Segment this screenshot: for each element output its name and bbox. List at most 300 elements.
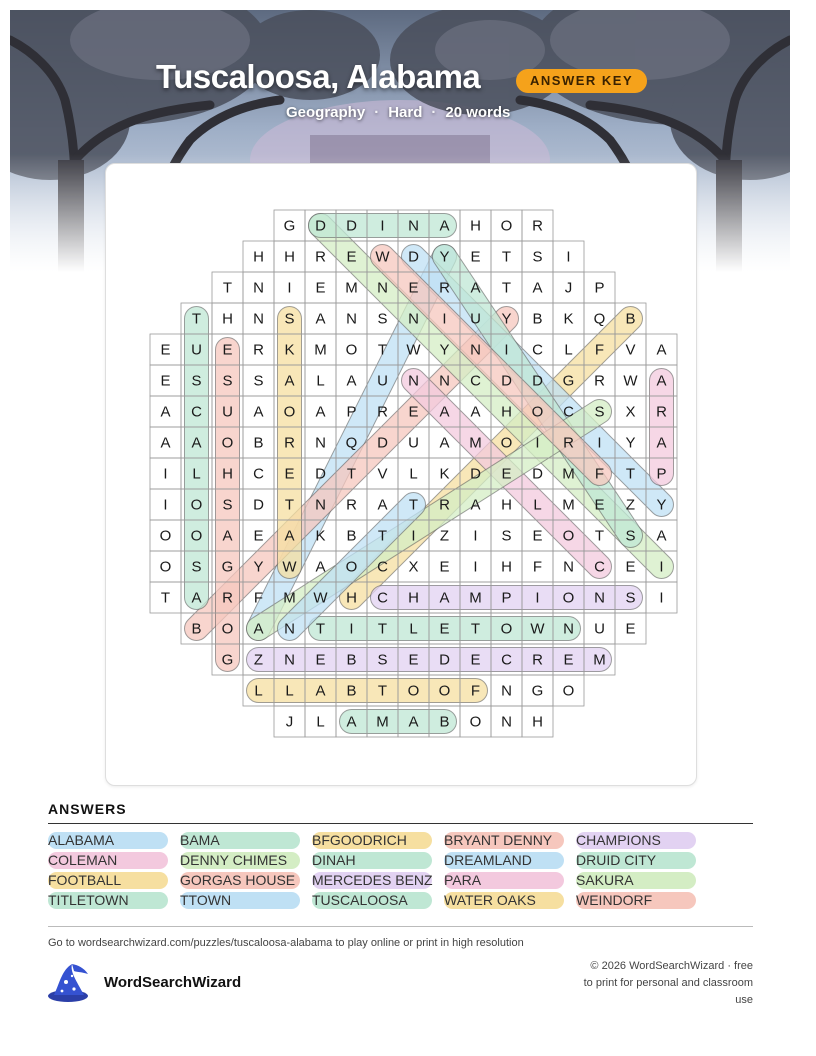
grid-letter: I — [535, 434, 540, 452]
grid-letter: I — [442, 310, 447, 328]
grid-letter: C — [501, 651, 512, 669]
grid-letter: A — [439, 589, 450, 607]
answer-item — [444, 892, 564, 909]
grid-letter: R — [563, 434, 574, 452]
grid-letter: J — [285, 713, 294, 731]
grid-letter: C — [532, 341, 543, 359]
grid-letter: C — [594, 558, 605, 576]
answer-item — [576, 892, 696, 909]
grid-letter: T — [222, 279, 233, 297]
grid-letter: A — [191, 589, 202, 607]
grid-letter: A — [656, 434, 667, 452]
grid-letter: R — [532, 651, 543, 669]
grid-letter: S — [625, 589, 636, 607]
grid-letter: I — [163, 496, 168, 514]
grid-letter: E — [408, 403, 419, 421]
grid-letter: M — [376, 713, 389, 731]
grid-letter: I — [473, 527, 478, 545]
grid-letter: A — [439, 403, 450, 421]
grid-letter: Y — [439, 341, 450, 359]
grid-letter: N — [563, 620, 574, 638]
grid-letter: D — [532, 465, 543, 483]
grid-letter: S — [625, 527, 636, 545]
grid-letter: N — [284, 620, 295, 638]
grid-letter: B — [253, 434, 264, 452]
answer-word: DENNY CHIMES — [180, 852, 288, 868]
grid-letter: B — [625, 310, 636, 328]
grid-letter: T — [346, 465, 357, 483]
grid-letter: A — [656, 341, 667, 359]
grid-letter: M — [345, 279, 358, 297]
grid-letter: F — [470, 682, 481, 700]
grid-letter: D — [253, 496, 264, 514]
grid-letter: H — [501, 403, 512, 421]
difficulty-label: Hard — [388, 104, 423, 121]
grid-letter: F — [594, 465, 605, 483]
grid-letter: Y — [656, 496, 667, 514]
grid-letter: W — [623, 372, 638, 390]
word-search-grid — [150, 210, 667, 738]
grid-letter: O — [407, 682, 420, 700]
answer-item — [444, 852, 564, 869]
grid-letter: S — [191, 372, 202, 390]
answer-key-badge: ANSWER KEY — [516, 69, 647, 93]
answer-word: ALABAMA — [48, 832, 115, 848]
grid-letter: P — [346, 403, 357, 421]
grid-letter: D — [315, 465, 326, 483]
answer-item — [576, 852, 696, 869]
grid-letter: E — [470, 248, 481, 266]
grid-letter: R — [284, 434, 295, 452]
grid-letter: E — [532, 527, 543, 545]
grid-letter: K — [284, 341, 295, 359]
grid-letter: H — [346, 589, 357, 607]
grid-letter: P — [656, 465, 667, 483]
grid-letter: T — [377, 620, 388, 638]
grid-letter: A — [160, 434, 171, 452]
grid-letter: L — [316, 713, 325, 731]
answer-word: TUSCALOOSA — [312, 892, 408, 908]
grid-letter: Y — [253, 558, 264, 576]
grid-letter: W — [313, 589, 328, 607]
grid-letter: F — [594, 341, 605, 359]
grid-letter: C — [563, 403, 574, 421]
answer-word: SAKURA — [576, 872, 634, 888]
grid-letter: E — [594, 496, 605, 514]
grid-letter: K — [439, 465, 450, 483]
answer-item — [312, 852, 432, 869]
answer-item — [312, 892, 432, 909]
puzzle-meta — [286, 104, 510, 121]
brand-name: WordSearchWizard — [104, 974, 242, 991]
answer-item — [576, 832, 696, 849]
grid-letter: W — [406, 341, 421, 359]
grid-letter: T — [625, 465, 636, 483]
answer-word: PARA — [444, 872, 482, 888]
grid-letter: I — [163, 465, 168, 483]
answer-item — [48, 892, 168, 909]
grid-letter: C — [191, 403, 202, 421]
grid-letter: D — [470, 465, 481, 483]
grid-letter: R — [532, 217, 543, 235]
answer-item — [576, 872, 696, 889]
answer-item — [444, 872, 564, 889]
grid-letter: S — [284, 310, 295, 328]
grid-letter: E — [315, 651, 326, 669]
grid-letter: E — [284, 465, 295, 483]
grid-letter: I — [535, 589, 540, 607]
grid-letter: A — [284, 372, 295, 390]
grid-letter: P — [594, 279, 605, 297]
wizard-hat-icon — [46, 962, 92, 1004]
grid-letter: O — [345, 341, 358, 359]
grid-letter: R — [656, 403, 667, 421]
grid-letter: A — [253, 620, 264, 638]
grid-letter: E — [222, 341, 233, 359]
answer-item — [180, 872, 300, 889]
grid-letter: A — [470, 496, 481, 514]
answer-word: BAMA — [180, 832, 220, 848]
grid-letter: E — [408, 651, 419, 669]
grid-letter: H — [470, 217, 481, 235]
grid-letter: B — [191, 620, 202, 638]
grid-letter: G — [221, 558, 234, 576]
meta-separator: · — [374, 104, 380, 121]
grid-letter: D — [439, 651, 450, 669]
grid-letter: E — [563, 651, 574, 669]
grid-letter: E — [470, 651, 481, 669]
grid-letter: O — [562, 682, 575, 700]
grid-letter: G — [531, 682, 544, 700]
grid-letter: N — [563, 558, 574, 576]
grid-letter: A — [439, 434, 450, 452]
grid-letter: O — [190, 527, 203, 545]
answer-word: MERCEDES BENZ — [312, 872, 433, 888]
grid-letter: H — [222, 465, 233, 483]
grid-letter: A — [656, 372, 667, 390]
grid-letter: E — [160, 341, 171, 359]
grid-letter: T — [377, 527, 388, 545]
grid-letter: N — [408, 217, 419, 235]
grid-letter: U — [594, 620, 605, 638]
answer-item — [180, 832, 300, 849]
answers-heading: ANSWERS — [48, 801, 127, 817]
grid-letter: T — [408, 496, 419, 514]
answer-word: WATER OAKS — [444, 892, 536, 908]
grid-letter: L — [316, 372, 325, 390]
grid-letter: B — [532, 310, 543, 328]
answer-word: CHAMPIONS — [576, 832, 661, 848]
grid-letter: L — [533, 496, 542, 514]
answer-word: TITLETOWN — [48, 892, 129, 908]
grid-letter: T — [501, 248, 512, 266]
grid-letter: D — [408, 248, 419, 266]
grid-letter: C — [377, 558, 388, 576]
grid-letter: Y — [501, 310, 512, 328]
grid-letter: H — [532, 713, 543, 731]
grid-letter: D — [501, 372, 512, 390]
grid-letter: U — [377, 372, 388, 390]
grid-letter: Q — [593, 310, 606, 328]
grid-letter: I — [659, 589, 664, 607]
grid-letter: L — [285, 682, 294, 700]
grid-letter: M — [562, 465, 575, 483]
grid-letter: I — [287, 279, 292, 297]
grid-letter: G — [283, 217, 296, 235]
grid-letter: M — [314, 341, 327, 359]
grid-letter: E — [625, 620, 636, 638]
grid-letter: Y — [625, 434, 636, 452]
grid-letter: Z — [253, 651, 264, 669]
grid-letter: T — [501, 279, 512, 297]
grid-letter: U — [408, 434, 419, 452]
grid-letter: B — [439, 713, 450, 731]
grid-letter: O — [562, 589, 575, 607]
answer-word: GORGAS HOUSE — [180, 872, 296, 888]
grid-letter: I — [659, 558, 664, 576]
grid-letter: S — [501, 527, 512, 545]
grid-letter: F — [253, 589, 264, 607]
grid-letter: V — [377, 465, 388, 483]
grid-letter: R — [594, 372, 605, 390]
grid-letter: T — [377, 341, 388, 359]
answer-item — [180, 892, 300, 909]
grid-letter: M — [283, 589, 296, 607]
grid-letter: A — [346, 713, 357, 731]
divider — [48, 926, 753, 927]
grid-letter: L — [564, 341, 573, 359]
grid-letter: E — [408, 279, 419, 297]
grid-letter: N — [594, 589, 605, 607]
grid-letter: R — [346, 496, 357, 514]
grid-letter: N — [470, 341, 481, 359]
grid-letter: S — [222, 496, 233, 514]
grid-letter: I — [504, 341, 509, 359]
grid-letter: B — [346, 682, 357, 700]
grid-letter: O — [159, 558, 172, 576]
grid-letter: O — [469, 713, 482, 731]
grid-letter: N — [346, 310, 357, 328]
grid-letter: N — [501, 713, 512, 731]
grid-letter: L — [254, 682, 263, 700]
grid-letter: C — [377, 589, 388, 607]
grid-letter: S — [222, 372, 233, 390]
grid-letter: U — [470, 310, 481, 328]
grid-letter: X — [625, 403, 636, 421]
grid-letter: H — [284, 248, 295, 266]
grid-letter: I — [411, 527, 416, 545]
answer-word: WEINDORF — [576, 892, 653, 908]
grid-letter: T — [377, 682, 388, 700]
category-label: Geography — [286, 104, 366, 121]
grid-letter: D — [346, 217, 357, 235]
grid-letter: A — [253, 403, 264, 421]
meta-separator: · — [431, 104, 437, 121]
grid-letter: F — [532, 558, 543, 576]
grid-letter: R — [315, 248, 326, 266]
grid-letter: O — [283, 403, 296, 421]
grid-letter: V — [625, 341, 636, 359]
grid-letter: E — [346, 248, 357, 266]
answer-item — [48, 832, 168, 849]
grid-letter: M — [562, 496, 575, 514]
grid-letter: A — [377, 496, 388, 514]
footer-url-text: Go to wordsearchwizard.com/puzzles/tuscaloosa-alabama to play online or print in high resolution — [48, 937, 524, 949]
grid-letter: S — [191, 558, 202, 576]
grid-letter: I — [566, 248, 571, 266]
grid-letter: T — [191, 310, 202, 328]
grid-letter: T — [160, 589, 171, 607]
grid-letter: E — [253, 527, 264, 545]
grid-letter: W — [530, 620, 545, 638]
grid-letter: L — [192, 465, 201, 483]
grid-letter: T — [315, 620, 326, 638]
grid-letter: A — [191, 434, 202, 452]
grid-letter: W — [375, 248, 390, 266]
grid-letter: I — [349, 620, 354, 638]
grid-letter: W — [282, 558, 297, 576]
grid-letter: S — [377, 310, 388, 328]
grid-letter: A — [656, 527, 667, 545]
grid-letter: J — [564, 279, 573, 297]
answer-word: DINAH — [312, 852, 356, 868]
grid-letter: O — [221, 620, 234, 638]
grid-letter: B — [346, 651, 357, 669]
grid-letter: T — [594, 527, 605, 545]
grid-letter: G — [562, 372, 575, 390]
grid-letter: H — [501, 496, 512, 514]
grid-letter: O — [531, 403, 544, 421]
grid-letter: N — [253, 279, 264, 297]
grid-letter: E — [315, 279, 326, 297]
grid-letter: N — [408, 310, 419, 328]
grid-letter: X — [408, 558, 419, 576]
grid-letter: M — [469, 589, 482, 607]
grid-letter: O — [221, 434, 234, 452]
grid-letter: L — [409, 465, 418, 483]
grid-letter: D — [532, 372, 543, 390]
divider — [48, 823, 753, 824]
grid-letter: T — [470, 620, 481, 638]
grid-letter: I — [597, 434, 602, 452]
grid-letter: O — [190, 496, 203, 514]
copyright-text: © 2026 WordSearchWizard · free to print for personal and classroom use — [583, 960, 753, 1006]
grid-letter: E — [439, 620, 450, 638]
answer-word: DRUID CITY — [576, 852, 657, 868]
answer-item — [180, 852, 300, 869]
grid-svg — [150, 210, 667, 738]
grid-letter: T — [284, 496, 295, 514]
grid-letter: N — [439, 372, 450, 390]
grid-letter: E — [160, 372, 171, 390]
grid-letter: A — [532, 279, 543, 297]
grid-letter: E — [625, 558, 636, 576]
grid-letter: E — [501, 465, 512, 483]
grid-letter: N — [284, 651, 295, 669]
grid-letter: M — [593, 651, 606, 669]
grid-letter: M — [469, 434, 482, 452]
grid-letter: A — [160, 403, 171, 421]
grid-letter: O — [438, 682, 451, 700]
grid-letter: Y — [439, 248, 450, 266]
grid-letter: L — [409, 620, 418, 638]
grid-letter: O — [345, 558, 358, 576]
grid-letter: S — [594, 403, 605, 421]
grid-letter: R — [253, 341, 264, 359]
answer-item — [312, 832, 432, 849]
grid-letter: I — [473, 558, 478, 576]
page-title: Tuscaloosa, Alabama — [156, 58, 481, 95]
grid-letter: U — [222, 403, 233, 421]
grid-letter: U — [191, 341, 202, 359]
answer-item — [48, 852, 168, 869]
grid-letter: S — [253, 372, 264, 390]
answer-item — [48, 872, 168, 889]
grid-letter: N — [377, 279, 388, 297]
grid-letter: K — [315, 527, 326, 545]
grid-letter: A — [284, 527, 295, 545]
grid-letter: O — [500, 217, 513, 235]
grid-letter: A — [315, 682, 326, 700]
grid-letter: R — [377, 403, 388, 421]
grid-letter: C — [470, 372, 481, 390]
grid-letter: H — [253, 248, 264, 266]
grid-letter: D — [377, 434, 388, 452]
answer-word: BFGOODRICH — [312, 832, 407, 848]
answer-word: TTOWN — [180, 892, 232, 908]
grid-letter: A — [408, 713, 419, 731]
grid-letter: E — [439, 558, 450, 576]
word-count-label: 20 words — [445, 104, 511, 121]
grid-letter: A — [346, 372, 357, 390]
grid-letter: N — [315, 496, 326, 514]
grid-letter: N — [408, 372, 419, 390]
grid-letter: O — [500, 434, 513, 452]
answer-word: COLEMAN — [48, 852, 118, 868]
grid-letter: I — [380, 217, 385, 235]
grid-letter: N — [501, 682, 512, 700]
grid-letter: H — [501, 558, 512, 576]
grid-letter: A — [222, 527, 233, 545]
grid-letter: H — [222, 310, 233, 328]
grid-letter: N — [253, 310, 264, 328]
grid-letter: K — [563, 310, 574, 328]
grid-letter: R — [222, 589, 233, 607]
grid-letter: S — [532, 248, 543, 266]
grid-letter: B — [346, 527, 357, 545]
grid-letter: O — [562, 527, 575, 545]
answer-word: BRYANT DENNY — [444, 832, 553, 848]
grid-letter: Q — [345, 434, 358, 452]
grid-letter: A — [315, 403, 326, 421]
answer-item — [312, 872, 432, 889]
grid-letter: C — [253, 465, 264, 483]
grid-letter: A — [315, 558, 326, 576]
grid-letter: O — [159, 527, 172, 545]
grid-letter: H — [408, 589, 419, 607]
grid-letter: A — [439, 217, 450, 235]
grid-letter: N — [315, 434, 326, 452]
grid-letter: G — [221, 651, 234, 669]
grid-letter: A — [315, 310, 326, 328]
grid-letter: P — [501, 589, 512, 607]
grid-letter: S — [377, 651, 388, 669]
grid-letter: R — [439, 279, 450, 297]
grid-letter: A — [470, 403, 481, 421]
grid-letter: Z — [625, 496, 636, 514]
answer-word: DREAMLAND — [444, 852, 532, 868]
grid-letter: R — [439, 496, 450, 514]
